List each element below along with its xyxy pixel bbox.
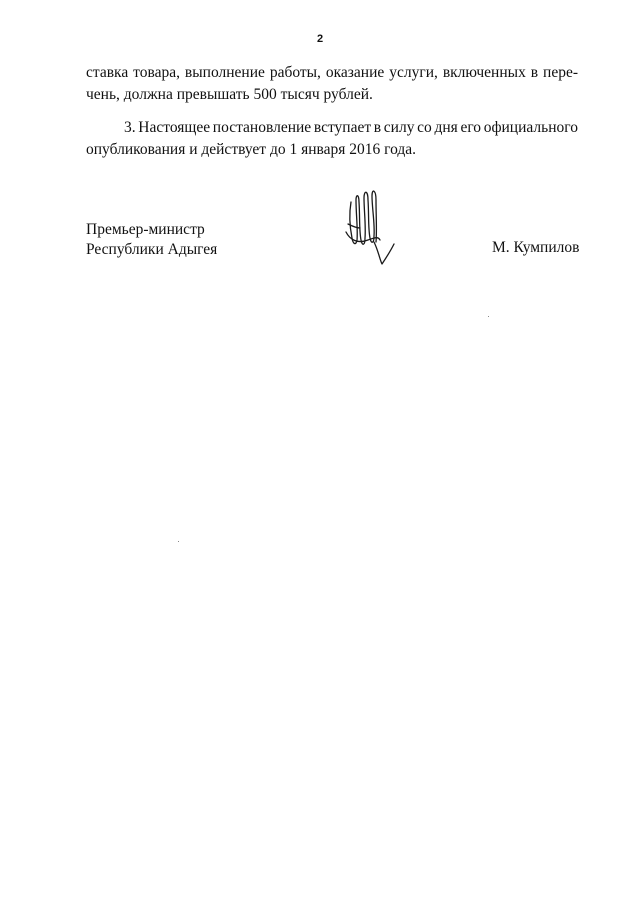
word: услуги, bbox=[389, 64, 438, 81]
word: постановление bbox=[212, 119, 312, 136]
signatory-name: М. Кумпилов bbox=[492, 239, 580, 256]
word: выполнение bbox=[184, 64, 265, 81]
word: Настоящее bbox=[138, 119, 211, 136]
page-number: 2 bbox=[316, 33, 324, 45]
paragraph-2-line-1 bbox=[86, 117, 578, 139]
word: в bbox=[373, 119, 382, 136]
word: силу bbox=[383, 119, 415, 136]
word: работы, bbox=[269, 64, 321, 81]
scan-speck bbox=[178, 541, 179, 542]
paragraph-2-line-2: опубликования и действует до 1 января 2016 года. bbox=[86, 141, 417, 158]
word: официального bbox=[483, 119, 578, 136]
word: со bbox=[417, 119, 432, 136]
word: 3. bbox=[124, 119, 136, 136]
paragraph-continuation bbox=[86, 62, 578, 106]
paragraph-effective-date bbox=[86, 117, 578, 161]
signatory-title bbox=[86, 220, 217, 260]
word: включенных bbox=[442, 64, 526, 81]
word: ставка bbox=[86, 64, 129, 81]
signatory-title-line-2: Республики Адыгея bbox=[86, 241, 218, 258]
word: в bbox=[530, 64, 539, 81]
word: оказание bbox=[325, 64, 385, 81]
word: товара, bbox=[133, 64, 180, 81]
paragraph-1-line-2: чень, должна превышать 500 тысяч рублей. bbox=[86, 86, 373, 103]
word: дня bbox=[434, 119, 458, 136]
scan-speck bbox=[488, 316, 489, 317]
word: его bbox=[460, 119, 482, 136]
paragraph-1-line-1 bbox=[86, 62, 578, 84]
word: вступает bbox=[313, 119, 372, 136]
signatory-title-line-1: Премьер-министр bbox=[86, 221, 205, 238]
handwritten-signature bbox=[334, 180, 398, 272]
word: пере- bbox=[543, 64, 578, 81]
